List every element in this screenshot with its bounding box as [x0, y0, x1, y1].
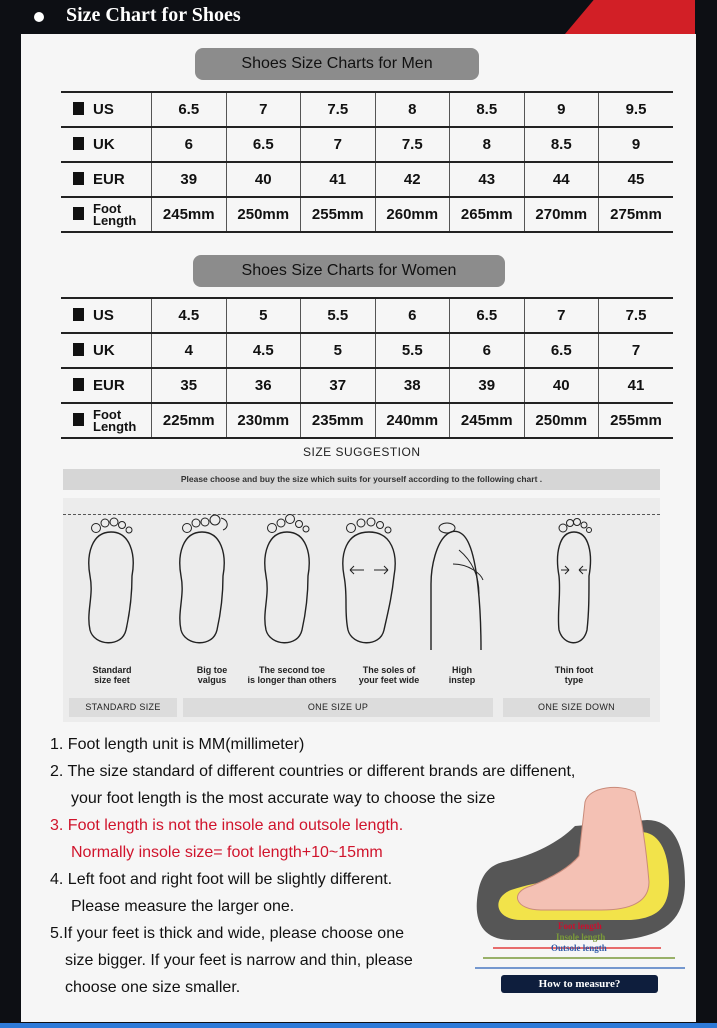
table-row — [61, 298, 673, 333]
table-cell: 6 — [152, 127, 227, 162]
table-cell: 9 — [524, 92, 599, 127]
row-label-eur: EUR — [61, 368, 152, 403]
table-cell: 36 — [226, 368, 301, 403]
note-1: 1. Foot length unit is MM(millimeter) — [50, 736, 305, 753]
table-row — [61, 403, 673, 438]
note-2: 2. The size standard of different countries or different brands are diffenent, — [50, 763, 576, 780]
table-cell: 6.5 — [152, 92, 227, 127]
table-row — [61, 162, 673, 197]
table-cell: 225mm — [152, 403, 227, 438]
thin-foot-icon — [543, 514, 605, 652]
table-cell: 7.5 — [599, 298, 674, 333]
table-cell: 265mm — [450, 197, 525, 232]
big-toe-valgus-foot-icon — [171, 514, 233, 652]
note-4: 4. Left foot and right foot will be slightly different. — [50, 871, 393, 888]
shoe-measure-diagram — [471, 782, 691, 992]
page-title: Size Chart for Shoes — [66, 4, 241, 26]
table-cell: 260mm — [375, 197, 450, 232]
note-3-continued: Normally insole size= foot length+10~15mm — [71, 844, 383, 861]
foot-label-second-toe: The second toe is longer than others — [247, 665, 337, 685]
table-cell: 8 — [450, 127, 525, 162]
men-chart-title: Shoes Size Charts for Men — [195, 48, 479, 80]
table-cell: 37 — [301, 368, 376, 403]
note-4-continued: Please measure the larger one. — [71, 898, 295, 915]
note-5-continued-2: choose one size smaller. — [65, 979, 241, 996]
table-cell: 270mm — [524, 197, 599, 232]
table-cell: 255mm — [599, 403, 674, 438]
table-cell: 9 — [599, 127, 674, 162]
table-cell: 8 — [375, 92, 450, 127]
table-cell: 7 — [226, 92, 301, 127]
one-size-down-bar: ONE SIZE DOWN — [503, 698, 650, 717]
table-cell: 5.5 — [375, 333, 450, 368]
table-cell: 39 — [450, 368, 525, 403]
table-cell: 38 — [375, 368, 450, 403]
bottom-accent-bar — [0, 1023, 717, 1028]
table-cell: 40 — [524, 368, 599, 403]
table-row — [61, 333, 673, 368]
table-cell: 7.5 — [301, 92, 376, 127]
women-size-table — [61, 297, 673, 439]
row-label-us: US — [61, 298, 152, 333]
table-cell: 7.5 — [375, 127, 450, 162]
note-3: 3. Foot length is not the insole and outsole length. — [50, 817, 404, 834]
table-cell: 8.5 — [524, 127, 599, 162]
note-5: 5.If your feet is thick and wide, please choose one — [50, 925, 404, 942]
row-label-foot-length: Foot Length — [61, 197, 152, 232]
table-cell: 5 — [226, 298, 301, 333]
table-cell: 7 — [599, 333, 674, 368]
table-cell: 6 — [450, 333, 525, 368]
table-cell: 7 — [524, 298, 599, 333]
table-cell: 230mm — [226, 403, 301, 438]
table-cell: 275mm — [599, 197, 674, 232]
table-cell: 240mm — [375, 403, 450, 438]
size-suggestion-instruction: Please choose and buy the size which suits for yourself according to the following chart . — [63, 469, 660, 490]
women-chart-title: Shoes Size Charts for Women — [193, 255, 505, 287]
size-chart-page — [21, 34, 696, 1022]
men-size-table — [61, 91, 673, 233]
table-cell: 250mm — [524, 403, 599, 438]
second-toe-longer-foot-icon — [256, 514, 318, 652]
how-to-measure-button[interactable]: How to measure? — [501, 975, 658, 993]
table-cell: 40 — [226, 162, 301, 197]
foot-length-label: Foot length — [558, 921, 602, 931]
outsole-length-label: Outsole length — [551, 943, 607, 953]
row-label-us: US — [61, 92, 152, 127]
table-cell: 255mm — [301, 197, 376, 232]
foot-label-high-instep: High instep — [448, 665, 476, 685]
table-cell: 9.5 — [599, 92, 674, 127]
row-label-eur: EUR — [61, 162, 152, 197]
insole-length-label: Insole length — [556, 932, 606, 942]
table-cell: 5 — [301, 333, 376, 368]
table-cell: 39 — [152, 162, 227, 197]
table-cell: 42 — [375, 162, 450, 197]
table-row — [61, 127, 673, 162]
foot-label-big-toe: Big toe valgus — [196, 665, 228, 685]
table-row — [61, 368, 673, 403]
bullet-icon — [34, 12, 44, 22]
high-instep-foot-icon — [423, 514, 485, 652]
table-cell: 6.5 — [450, 298, 525, 333]
table-cell: 35 — [152, 368, 227, 403]
table-cell: 41 — [301, 162, 376, 197]
table-cell: 245mm — [450, 403, 525, 438]
table-cell: 41 — [599, 368, 674, 403]
table-cell: 4.5 — [152, 298, 227, 333]
table-row — [61, 92, 673, 127]
note-5-continued: size bigger. If your feet is narrow and thin, please — [65, 952, 413, 969]
wide-sole-foot-icon — [338, 514, 400, 652]
note-2-continued: your foot length is the most accurate way to choose the size — [71, 790, 496, 807]
standard-size-bar: STANDARD SIZE — [69, 698, 177, 717]
table-cell: 8.5 — [450, 92, 525, 127]
foot-type-panel — [63, 498, 660, 722]
table-cell: 250mm — [226, 197, 301, 232]
foot-label-wide-sole: The soles of your feet wide — [358, 665, 420, 685]
standard-foot-icon — [80, 514, 142, 652]
table-cell: 4 — [152, 333, 227, 368]
table-cell: 7 — [301, 127, 376, 162]
foot-label-thin-foot: Thin foot type — [554, 665, 594, 685]
row-label-uk: UK — [61, 333, 152, 368]
table-row — [61, 197, 673, 232]
table-cell: 5.5 — [301, 298, 376, 333]
table-cell: 44 — [524, 162, 599, 197]
row-label-uk: UK — [61, 127, 152, 162]
table-cell: 4.5 — [226, 333, 301, 368]
row-label-foot-length: Foot Length — [61, 403, 152, 438]
table-cell: 245mm — [152, 197, 227, 232]
size-suggestion-title: SIZE SUGGESTION — [303, 445, 421, 459]
table-cell: 45 — [599, 162, 674, 197]
one-size-up-bar: ONE SIZE UP — [183, 698, 493, 717]
table-cell: 6 — [375, 298, 450, 333]
table-cell: 43 — [450, 162, 525, 197]
red-stripe-decoration — [565, 0, 695, 34]
table-cell: 235mm — [301, 403, 376, 438]
header-bar — [0, 0, 717, 36]
foot-label-standard: Standard size feet — [92, 665, 132, 685]
table-cell: 6.5 — [524, 333, 599, 368]
table-cell: 6.5 — [226, 127, 301, 162]
